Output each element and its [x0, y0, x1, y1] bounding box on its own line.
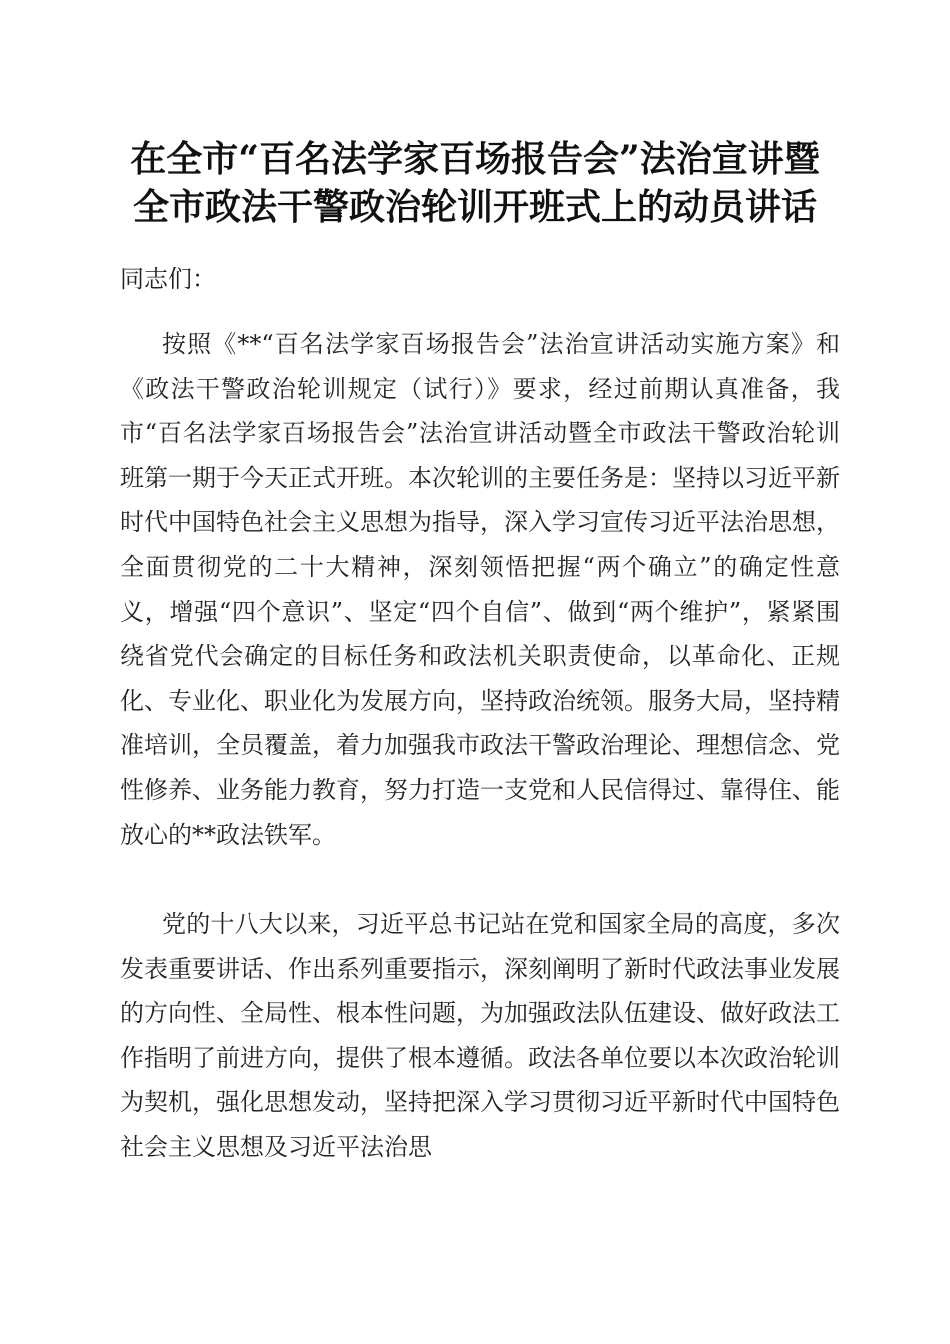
greeting: 同志们：	[120, 265, 216, 293]
document-title-line-1: 在全市“百名法学家百场报告会”法治宣讲暨	[130, 138, 820, 180]
paragraph-1: 按照《**“百名法学家百场报告会”法治宣讲活动实施方案》和《政法干警政治轮训规定（试行）》要求，经过前期认真准备，我市“百名法学家百场报告会”法治宣讲活动暨全市政法干警政治轮训班第一期于今天正式开班。本次轮训的主要任务是：坚持以习近平新时代中国特色社会主义思想为指导，深入学习宣传习近平法治思想，全面贯彻党的二十大精神，深刻领悟把握“两个确立”的确定性意义，增强“四个意识”、坚定“四个自信”、做到“两个维护”，紧紧围绕省党代会确定的目标任务和政法机关职责使命，以革命化、正规化、专业化、职业化为发展方向，坚持政治统领。服务大局，坚持精准培训，全员覆盖，着力加强我市政法干警政治理论、理想信念、党性修养、业务能力教育，努力打造一支党和人民信得过、靠得住、能放心的**政法铁军。	[120, 330, 840, 849]
paragraph-2: 党的十八大以来，习近平总书记站在党和国家全局的高度，多次发表重要讲话、作出系列重要指示，深刻阐明了新时代政法事业发展的方向性、全局性、根本性问题，为加强政法队伍建设、做好政法工作指明了前进方向，提供了根本遵循。政法各单位要以本次政治轮训为契机，强化思想发动，坚持把深入学习贯彻习近平新时代中国特色社会主义思想及习近平法治思	[120, 910, 840, 1161]
document-title-line-2: 全市政法干警政治轮训开班式上的动员讲话	[132, 186, 817, 228]
